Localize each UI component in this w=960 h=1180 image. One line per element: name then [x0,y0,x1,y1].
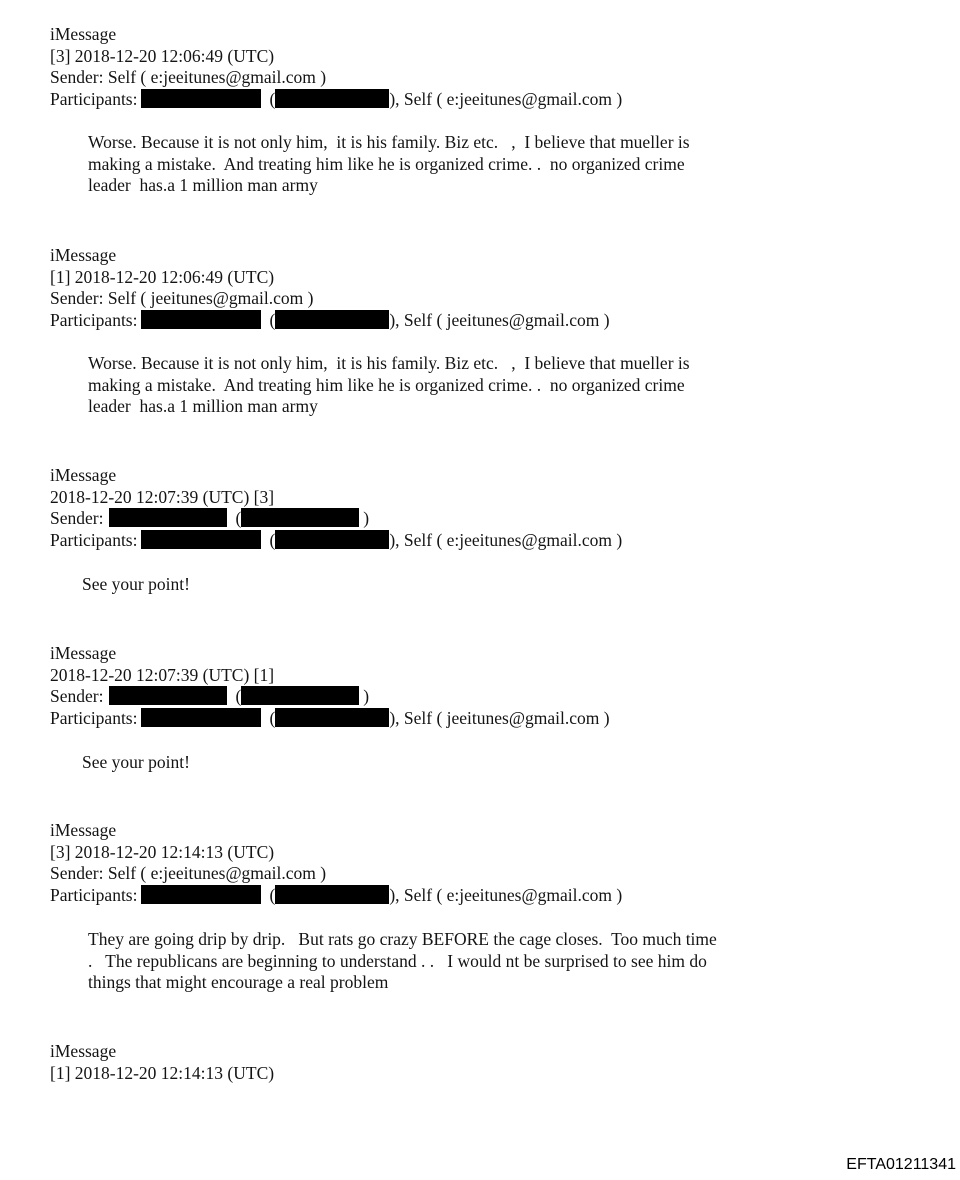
sender-value: Self ( e:jeeitunes@gmail.com ) [107,863,327,883]
redaction-box [275,885,389,904]
sender-label: Sender: [50,67,108,87]
participants-label: Participants: [50,707,138,728]
participants-label: Participants: [50,88,138,109]
participants-self: ), Self ( jeeitunes@gmail.com ) [389,707,610,728]
message-service: iMessage [50,24,117,44]
message-participants [50,89,910,111]
participants-self: ), Self ( e:jeeitunes@gmail.com ) [389,884,623,905]
message-timestamp: 2018-12-20 12:07:39 (UTC) [3] [50,486,275,507]
sender-open-paren: ( [235,508,242,528]
message-service: iMessage [50,643,117,663]
message-record [50,24,910,110]
message-body: They are going drip by drip. But rats go crazy BEFORE the cage closes. Too much time . The republicans are beginning to understand . . I would nt be surprised to see him do things that might encourage a real problem [88,929,717,992]
message-participants [50,708,910,730]
redaction-box [141,708,261,727]
sender-label: Sender: [50,288,108,308]
message-body: See your point! [82,752,190,772]
participants-label: Participants: [50,884,138,905]
message-sender [50,863,910,885]
sender-label: Sender: [50,863,108,883]
sender-value: Self ( e:jeeitunes@gmail.com ) [107,67,327,87]
redaction-box [241,508,359,527]
participants-label: Participants: [50,309,138,330]
message-service: iMessage [50,820,117,840]
message-record [50,643,910,729]
participants-open-paren: ( [269,707,276,728]
redaction-box [141,530,261,549]
message-body: See your point! [82,574,190,594]
redaction-box [141,310,261,329]
redaction-box [109,686,227,705]
message-record [50,820,910,906]
message-service: iMessage [50,1041,117,1061]
participants-open-paren: ( [269,884,276,905]
message-service: iMessage [50,465,117,485]
message-timestamp: [3] 2018-12-20 12:14:13 (UTC) [50,841,275,862]
participants-label: Participants: [50,529,138,550]
message-sender [50,508,910,530]
sender-label: Sender: [50,686,104,706]
participants-open-paren: ( [269,88,276,109]
redaction-box [241,686,359,705]
message-record [50,465,910,551]
message-sender [50,686,910,708]
participants-open-paren: ( [269,529,276,550]
message-record [50,245,910,331]
message-record [50,1041,910,1084]
message-participants [50,530,910,552]
sender-close-paren: ) [363,686,370,706]
message-sender [50,67,910,89]
message-timestamp: 2018-12-20 12:07:39 (UTC) [1] [50,664,275,685]
redaction-box [275,530,389,549]
message-timestamp: [1] 2018-12-20 12:14:13 (UTC) [50,1062,275,1083]
participants-self: ), Self ( e:jeeitunes@gmail.com ) [389,529,623,550]
message-body: Worse. Because it is not only him, it is his family. Biz etc. , I believe that mueller is making a mistake. And treating him like he is organized crime. . no organized crime leader has.a 1 million man army [88,132,690,195]
participants-open-paren: ( [269,309,276,330]
message-service: iMessage [50,245,117,265]
message-timestamp: [3] 2018-12-20 12:06:49 (UTC) [50,45,275,66]
sender-value: Self ( jeeitunes@gmail.com ) [107,288,314,308]
redaction-box [141,885,261,904]
participants-self: ), Self ( e:jeeitunes@gmail.com ) [389,88,623,109]
document-id: EFTA01211341 [846,1156,956,1173]
message-sender [50,288,910,310]
redaction-box [275,89,389,108]
sender-open-paren: ( [235,686,242,706]
message-timestamp: [1] 2018-12-20 12:06:49 (UTC) [50,266,275,287]
redaction-box [109,508,227,527]
message-body: Worse. Because it is not only him, it is his family. Biz etc. , I believe that mueller is making a mistake. And treating him like he is organized crime. . no organized crime leader has.a 1 million man army [88,353,690,416]
redaction-box [275,708,389,727]
sender-label: Sender: [50,508,104,528]
redaction-box [141,89,261,108]
message-participants [50,310,910,332]
redaction-box [275,310,389,329]
participants-self: ), Self ( jeeitunes@gmail.com ) [389,309,610,330]
sender-close-paren: ) [363,508,370,528]
message-participants [50,885,910,907]
